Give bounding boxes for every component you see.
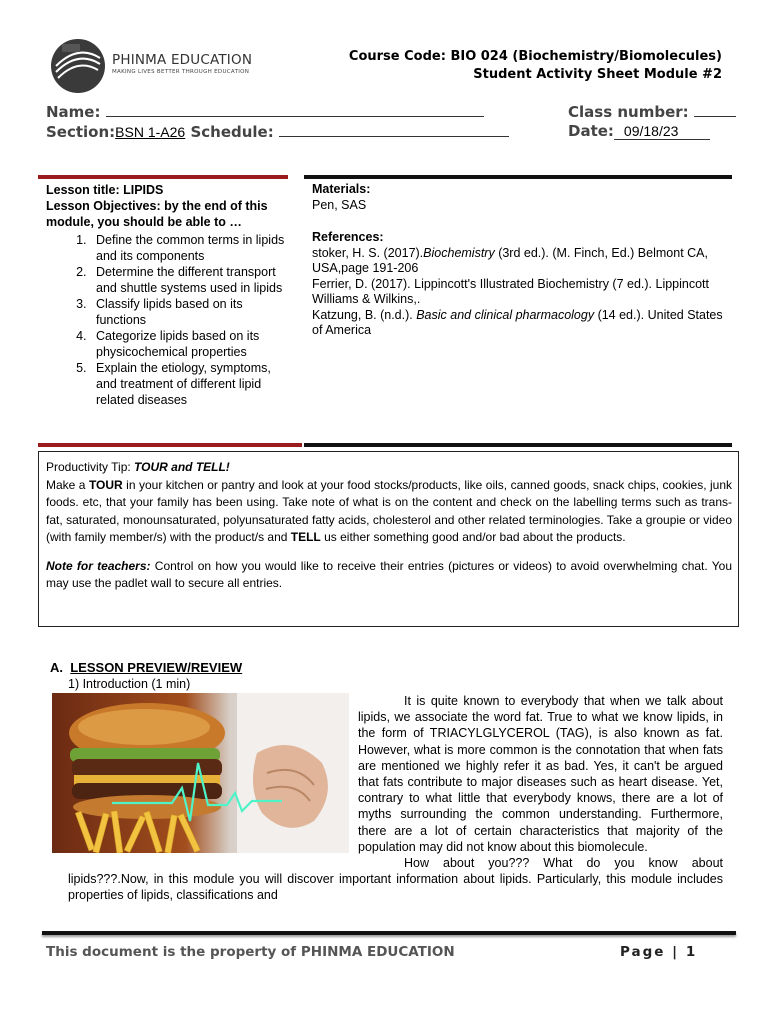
intro-text [68, 693, 723, 904]
class-number-label: Class number: [568, 103, 689, 121]
page-separator: | [672, 944, 680, 960]
list-item: 3. Classify lipids based on its functions [90, 296, 286, 328]
class-number-input-line[interactable] [694, 102, 736, 117]
date-label: Date: [568, 122, 614, 140]
objectives-list [46, 232, 286, 408]
intro-label: 1) Introduction (1 min) [68, 677, 191, 691]
materials-references [312, 182, 730, 339]
productivity-tip-box [38, 451, 739, 627]
objectives-top-rule [38, 175, 288, 179]
reference-1: stoker, H. S. (2017).Biochemistry (3rd ed.). (M. Finch, Ed.) Belmont CA, USA,page 191-206 [312, 245, 708, 275]
section-label: Section: [46, 123, 116, 141]
page-indicator [620, 944, 697, 960]
org-branding [112, 52, 252, 75]
reference-2: Ferrier, D. (2017). Lippincott's Illustrated Biochemistry (7 ed.). Lippincott Williams & Wilkins,. [312, 276, 709, 306]
schedule-label: Schedule: [190, 123, 274, 141]
list-item: 5. Explain the etiology, symptoms, and treatment of different lipid related diseases [90, 360, 286, 408]
lesson-title: Lesson title: LIPIDS [46, 183, 164, 197]
tip-text: Make a TOUR in your kitchen or pantry and look at your food stocks/products, like oils, canned goods, snack chips, cookies, junk foods. etc, that your family has been using. Take note of what is on the content and check on the labelling terms such as trans-fat, saturated, monounsaturated, polyunsaturated fatty acids, cholesterol and other related terminologies. Take a groupie or video (with family member/s) with the product/s and TELL us either something good and/or bad about the products. [46, 477, 732, 544]
class-number-field[interactable] [568, 102, 736, 121]
date-value[interactable]: 09/18/23 [614, 123, 710, 140]
objectives-bottom-rule [38, 443, 302, 447]
page-number: 1 [685, 944, 698, 960]
page-label: Page [620, 944, 666, 960]
materials-top-rule [304, 175, 732, 179]
lesson-objectives [46, 182, 286, 408]
list-item: 4. Categorize lipids based on its physicochemical properties [90, 328, 286, 360]
schedule-input-line[interactable] [279, 122, 509, 137]
intro-paragraph-1: It is quite known to everybody that when we talk about lipids, we associate the word fat. True to what we know lipids, in the form of TRIACYLGLYCEROL (TAG), is also known as fat. However, what is more common is the connotation that when fats are mentioned we highly refer it as bad. Yes, it can't be argued that fats contribute to major diseases such as heart disease. Yet, contrary to what little that everybody knows, there are a lot of myths surrounding the common understanding. Furthermore, there are a lot of certain characteristics that majority of the population may did not know about this biomolecule. [358, 694, 723, 854]
materials-bottom-rule [304, 443, 732, 447]
objectives-heading: Lesson Objectives: by the end of this module, you should be able to … [46, 199, 268, 229]
list-item: 2. Determine the different transport and shuttle systems used in lipids [90, 264, 286, 296]
reference-3: Katzung, B. (n.d.). Basic and clinical pharmacology (14 ed.). United States of America [312, 307, 723, 337]
section-value[interactable]: BSN 1-A26 [115, 124, 186, 140]
intro-paragraph-2: How about you??? What do you know about lipids???.Now, in this module you will discover important information about lipids. Particularly, this module includes properties of lipids, classifications and [68, 856, 723, 903]
materials-value: Pen, SAS [312, 197, 367, 212]
org-tagline: MAKING LIVES BETTER THROUGH EDUCATION [112, 69, 250, 75]
sheet-title: Student Activity Sheet Module #2 [473, 67, 722, 82]
footer-rule [42, 931, 736, 935]
tip-heading: Productivity Tip: TOUR and TELL! [46, 460, 230, 474]
course-code: Course Code: BIO 024 (Biochemistry/Biomolecules) [348, 49, 722, 64]
teacher-note: Note for teachers: Control on how you would like to receive their entries (pictures or videos) to avoid overwhelming chat. You may use the padlet wall to secure all entries. [46, 558, 732, 590]
org-name: PHINMA EDUCATION [112, 52, 253, 68]
name-input-line[interactable] [106, 102, 484, 117]
header-info [349, 48, 722, 84]
footer-property: This document is the property of PHINMA EDUCATION [46, 944, 455, 960]
section-field[interactable] [46, 122, 509, 141]
name-field[interactable] [46, 102, 484, 121]
name-label: Name: [46, 103, 101, 121]
references-heading: References: [312, 230, 384, 244]
list-item: 1. Define the common terms in lipids and its components [90, 232, 286, 264]
section-heading: A. LESSON PREVIEW/REVIEW [50, 660, 243, 675]
date-field[interactable] [568, 122, 710, 140]
materials-heading: Materials: [312, 182, 371, 196]
